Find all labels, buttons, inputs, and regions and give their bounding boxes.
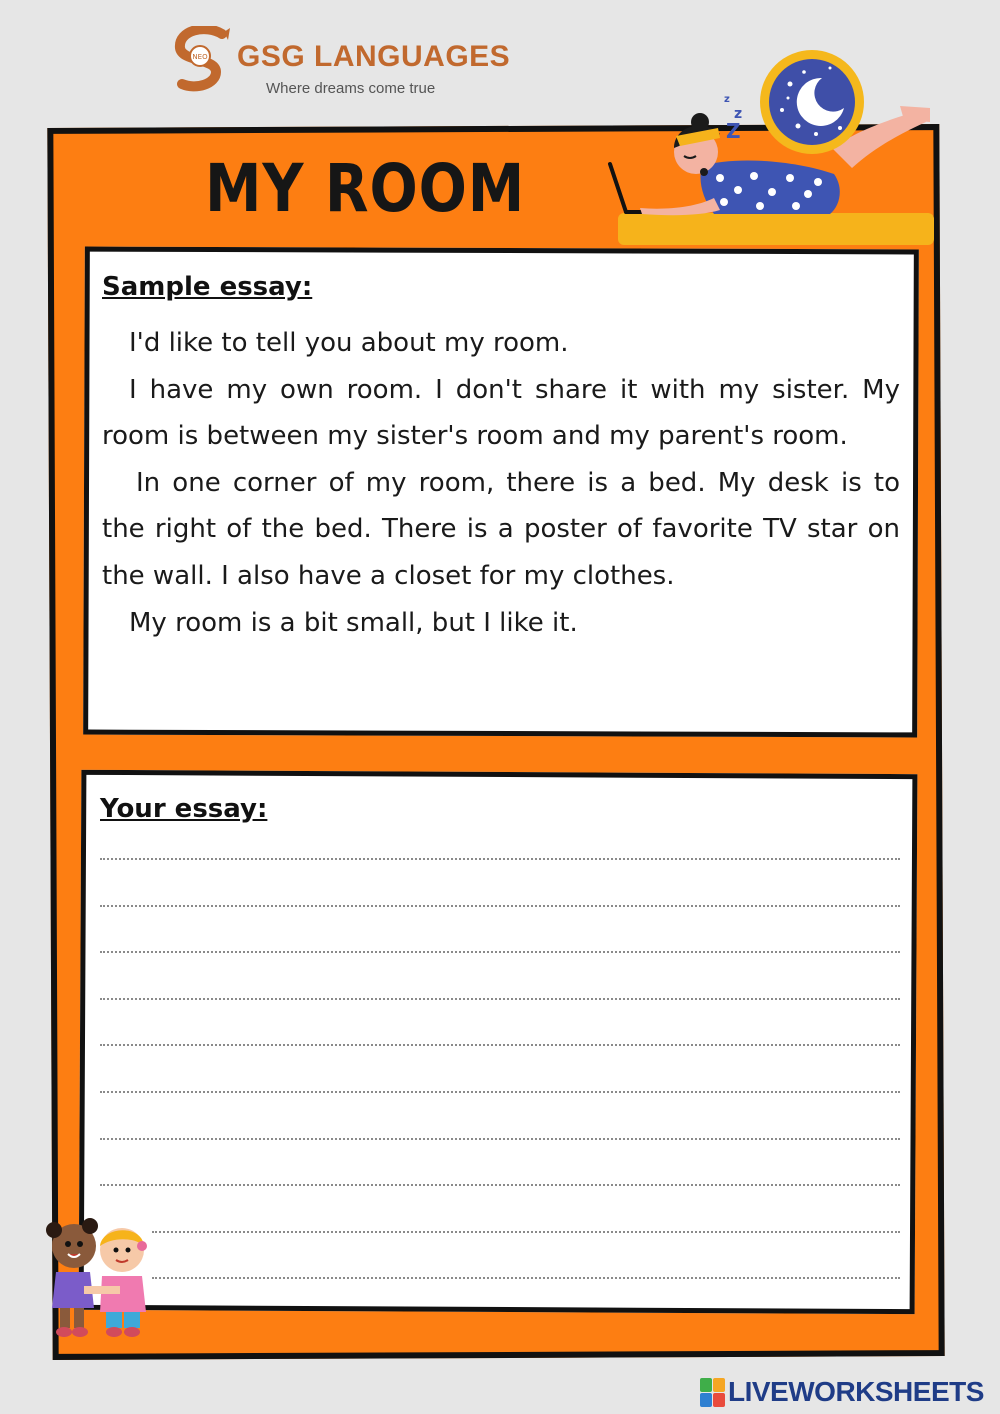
essay-paragraph: In one corner of my room, there is a bed. My desk is to the right of the bed. There is a poster of favorite TV star on the wall. I also have a closet for my clothes. bbox=[102, 467, 900, 591]
essay-paragraph: I have my own room. I don't share it with my sister. My room is between my sister's room and my parent's room. bbox=[102, 374, 900, 452]
writing-line[interactable] bbox=[100, 1091, 900, 1093]
writing-line[interactable] bbox=[100, 951, 900, 953]
footer-brand bbox=[700, 1376, 996, 1410]
brand-logo bbox=[172, 26, 511, 106]
writing-line[interactable] bbox=[152, 1231, 900, 1233]
writing-line[interactable] bbox=[100, 1184, 900, 1186]
sample-essay-heading: Sample essay: bbox=[102, 272, 313, 302]
svg-text:Z: Z bbox=[726, 119, 741, 143]
writing-line[interactable] bbox=[152, 1277, 900, 1279]
essay-paragraph: My room is a bit small, but I like it. bbox=[129, 607, 578, 638]
writing-line[interactable] bbox=[100, 998, 900, 1000]
writing-line[interactable] bbox=[100, 1138, 900, 1140]
logo-monogram: NEO bbox=[192, 53, 208, 61]
writing-line[interactable] bbox=[100, 905, 900, 907]
girl-sleeping-laptop-icon bbox=[604, 48, 944, 248]
gsg-logo-mark-icon bbox=[172, 26, 234, 96]
brand-tagline: Where dreams come true bbox=[266, 80, 436, 97]
brand-name: GSG LANGUAGES bbox=[237, 40, 511, 73]
footer-brand-text: LIVEWORKSHEETS bbox=[728, 1376, 984, 1407]
page-title: MY ROOM bbox=[205, 150, 526, 227]
svg-text:z: z bbox=[734, 106, 743, 122]
hugging-kids-icon bbox=[44, 1216, 156, 1340]
your-essay-heading: Your essay: bbox=[100, 794, 268, 824]
essay-paragraph: I'd like to tell you about my room. bbox=[129, 328, 569, 358]
liveworksheets-logo-icon bbox=[700, 1378, 726, 1408]
sample-essay-text bbox=[102, 320, 900, 646]
svg-text:z: z bbox=[724, 94, 730, 105]
writing-line[interactable] bbox=[100, 858, 900, 860]
writing-line[interactable] bbox=[100, 1044, 900, 1046]
